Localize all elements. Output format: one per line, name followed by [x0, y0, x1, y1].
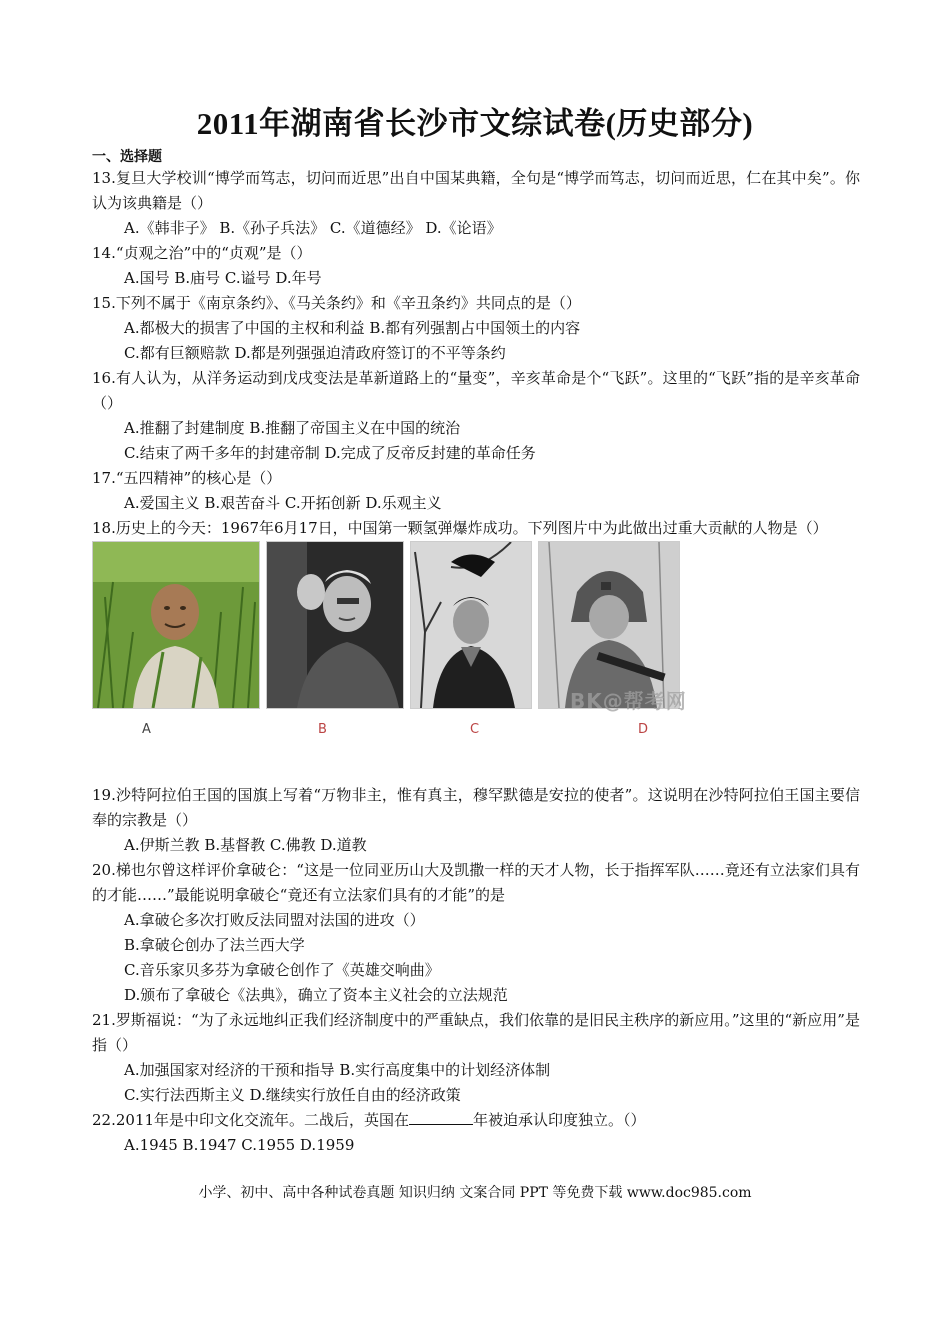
question-options: A.加强国家对经济的干预和指导 B.实行高度集中的计划经济体制 — [124, 1061, 551, 1079]
question-stem: 14.“贞观之治”中的“贞观”是（） — [92, 244, 312, 262]
question-22-options: A.1945 B.1947 C.1955 D.1959 — [124, 1136, 355, 1154]
question-list — [92, 166, 860, 1158]
figure-label-a: A — [142, 722, 151, 737]
question-22 — [92, 1108, 860, 1133]
figure-row — [92, 541, 860, 783]
question-options: A.国号 B.庙号 C.谥号 D.年号 — [124, 269, 322, 287]
photo-c — [410, 541, 532, 709]
question-stem: 15.下列不属于《南京条约》、《马关条约》和《辛丑条约》共同点的是（） — [92, 294, 581, 312]
question-options: C.结束了两千多年的封建帝制 D.完成了反帝反封建的革命任务 — [124, 444, 536, 462]
question-options: A.推翻了封建制度 B.推翻了帝国主义在中国的统治 — [124, 419, 461, 437]
question-options: C.实行法西斯主义 D.继续实行放任自由的经济政策 — [124, 1086, 461, 1104]
question-options: A.都极大的损害了中国的主权和利益 B.都有列强割占中国领土的内容 — [124, 319, 581, 337]
page-title: 2011年湖南省长沙市文综试卷(历史部分) — [196, 106, 754, 141]
figure-label-d: D — [638, 722, 649, 737]
question-stem: 13.复旦大学校训“博学而笃志，切问而近思”出自中国某典籍，全句是“博学而笃志，切问而近思，仁在其中矣”。你认为该典籍是（） — [92, 169, 860, 212]
photo-d — [538, 541, 680, 709]
question-options: A.拿破仑多次打败反法同盟对法国的进攻（） — [124, 911, 425, 929]
question-stem: 19.沙特阿拉伯王国的国旗上写着“万物非主，惟有真主，穆罕默德是安拉的使者”。这说明在沙特阿拉伯王国主要信奉的宗教是（） — [92, 786, 860, 829]
question-stem: 16.有人认为，从洋务运动到戊戌变法是革新道路上的“量变”，辛亥革命是个“飞跃”。这里的“飞跃”指的是辛亥革命（） — [92, 369, 860, 412]
page-footer: 小学、初中、高中各种试卷真题 知识归纳 文案合同 PPT 等免费下载 www.doc985.com — [198, 1185, 752, 1201]
question-stem: 17.“五四精神”的核心是（） — [92, 469, 282, 487]
question-options: C.都有巨额赔款 D.都是列强强迫清政府签订的不平等条约 — [124, 344, 506, 362]
photo-a — [92, 541, 260, 709]
section-heading: 一、选择题 — [92, 149, 162, 165]
answer-blank — [409, 1110, 473, 1125]
figure-label-c: C — [470, 722, 480, 737]
question-options: A.伊斯兰教 B.基督教 C.佛教 D.道教 — [124, 836, 367, 854]
question-options: A.《韩非子》 B.《孙子兵法》 C.《道德经》 D.《论语》 — [124, 219, 502, 237]
question-options: B.拿破仑创办了法兰西大学 — [124, 936, 305, 954]
question-22-stem-before: 22.2011年是中印文化交流年。二战后，英国在 — [92, 1111, 410, 1129]
question-stem: 21.罗斯福说：“为了永远地纠正我们经济制度中的严重缺点，我们依靠的是旧民主秩序的新应用。”这里的“新应用”是指（） — [92, 1011, 860, 1054]
question-options: A.爱国主义 B.艰苦奋斗 C.开拓创新 D.乐观主义 — [124, 494, 442, 512]
question-stem: 18.历史上的今天：1967年6月17日，中国第一颗氢弹爆炸成功。下列图片中为此做出过重大贡献的人物是（） — [92, 519, 828, 537]
question-options: C.音乐家贝多芬为拿破仑创作了《英雄交响曲》 — [124, 961, 440, 979]
figure-label-b: B — [318, 722, 327, 737]
question-22-stem-after: 年被迫承认印度独立。（） — [473, 1111, 646, 1129]
question-options: D.颁布了拿破仑《法典》，确立了资本主义社会的立法规范 — [124, 986, 508, 1004]
watermark: BK@帮考网 — [570, 689, 687, 713]
question-stem: 20.梯也尔曾这样评价拿破仑：“这是一位同亚历山大及凯撒一样的天才人物，长于指挥军队……竟还有立法家们具有的才能……”最能说明拿破仑“竟还有立法家们具有的才能”的是 — [92, 861, 860, 904]
question-group-2 — [92, 783, 860, 1108]
question-group-1 — [92, 166, 860, 541]
photo-b — [266, 541, 404, 709]
